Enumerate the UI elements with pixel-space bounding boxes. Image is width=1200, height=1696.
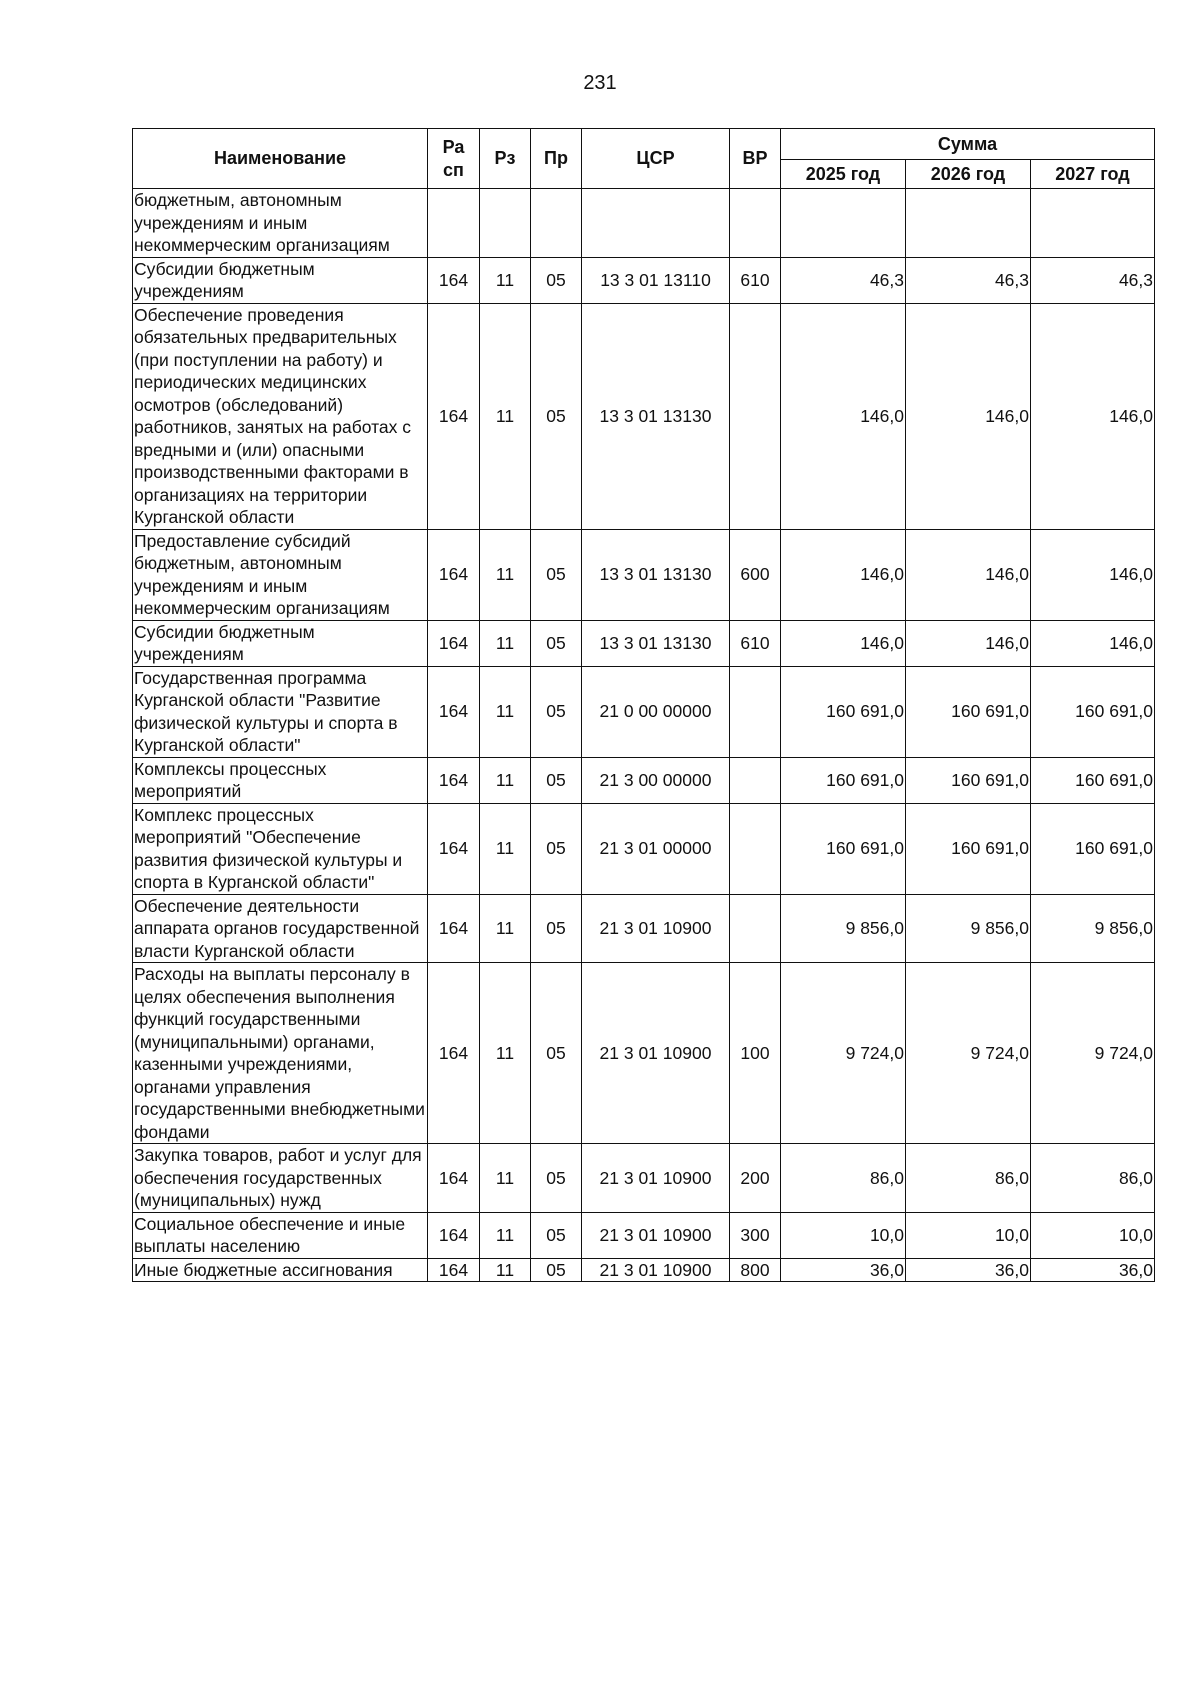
- row-sum-2025: 86,0: [781, 1144, 906, 1213]
- header-rasp-line2: сп: [443, 159, 464, 180]
- row-pr: 05: [531, 620, 582, 666]
- row-csr: 21 3 01 10900: [582, 1258, 730, 1282]
- row-csr: 13 3 01 13130: [582, 620, 730, 666]
- row-sum-2026: 36,0: [906, 1258, 1031, 1282]
- row-csr: 13 3 01 13130: [582, 529, 730, 620]
- row-vr: [730, 666, 781, 757]
- row-rasp: 164: [428, 1258, 480, 1282]
- row-sum-2026: 46,3: [906, 257, 1031, 303]
- row-vr: 300: [730, 1212, 781, 1258]
- row-sum-2026: 86,0: [906, 1144, 1031, 1213]
- row-vr: [730, 189, 781, 258]
- row-vr: 600: [730, 529, 781, 620]
- table-row: [133, 1212, 1155, 1258]
- row-vr: 610: [730, 620, 781, 666]
- row-sum-2025: 146,0: [781, 620, 906, 666]
- row-pr: 05: [531, 1144, 582, 1213]
- row-csr: [582, 189, 730, 258]
- header-sum: Сумма: [781, 129, 1155, 160]
- row-rz: 11: [480, 803, 531, 894]
- row-name: Комплексы процессных мероприятий: [133, 757, 428, 803]
- row-sum-2026: 9 724,0: [906, 963, 1031, 1144]
- row-sum-2027: 160 691,0: [1031, 666, 1155, 757]
- header-rasp: [428, 129, 480, 189]
- header-vr: ВР: [730, 129, 781, 189]
- row-rasp: 164: [428, 257, 480, 303]
- header-year-2025: 2025 год: [781, 160, 906, 189]
- row-vr: 610: [730, 257, 781, 303]
- row-sum-2025: 9 856,0: [781, 894, 906, 963]
- row-pr: [531, 189, 582, 258]
- row-name: Субсидии бюджетным учреждениям: [133, 257, 428, 303]
- row-sum-2027: [1031, 189, 1155, 258]
- page-number: 231: [583, 72, 617, 94]
- row-rz: 11: [480, 1144, 531, 1213]
- row-csr: 21 3 01 10900: [582, 1144, 730, 1213]
- header-rz: Рз: [480, 129, 531, 189]
- row-csr: 21 3 00 00000: [582, 757, 730, 803]
- row-pr: 05: [531, 963, 582, 1144]
- row-name: Закупка товаров, работ и услуг для обеспечения государственных (муниципальных) нужд: [133, 1144, 428, 1213]
- row-name: Социальное обеспечение и иные выплаты населению: [133, 1212, 428, 1258]
- row-vr: [730, 894, 781, 963]
- row-sum-2026: 160 691,0: [906, 666, 1031, 757]
- row-rz: 11: [480, 894, 531, 963]
- row-sum-2026: 160 691,0: [906, 803, 1031, 894]
- row-sum-2027: 146,0: [1031, 529, 1155, 620]
- row-rasp: 164: [428, 620, 480, 666]
- row-pr: 05: [531, 1212, 582, 1258]
- table-row: [133, 1258, 1155, 1282]
- row-sum-2026: 160 691,0: [906, 757, 1031, 803]
- row-rz: 11: [480, 529, 531, 620]
- row-rasp: 164: [428, 666, 480, 757]
- table-body: [133, 189, 1155, 1282]
- row-sum-2026: 146,0: [906, 529, 1031, 620]
- row-vr: 100: [730, 963, 781, 1144]
- table-row: [133, 257, 1155, 303]
- row-rasp: 164: [428, 1212, 480, 1258]
- row-sum-2025: 46,3: [781, 257, 906, 303]
- table-row: [133, 1144, 1155, 1213]
- row-rz: 11: [480, 757, 531, 803]
- row-rz: 11: [480, 1212, 531, 1258]
- row-pr: 05: [531, 257, 582, 303]
- row-csr: 21 3 01 10900: [582, 894, 730, 963]
- row-rasp: 164: [428, 303, 480, 529]
- row-pr: 05: [531, 529, 582, 620]
- row-sum-2025: 160 691,0: [781, 757, 906, 803]
- row-csr: 21 3 01 00000: [582, 803, 730, 894]
- row-pr: 05: [531, 803, 582, 894]
- row-pr: 05: [531, 894, 582, 963]
- row-rasp: 164: [428, 1144, 480, 1213]
- header-pr: Пр: [531, 129, 582, 189]
- row-rz: 11: [480, 666, 531, 757]
- header-name: Наименование: [133, 129, 428, 189]
- row-rasp: 164: [428, 894, 480, 963]
- row-rz: [480, 189, 531, 258]
- header-year-2027: 2027 год: [1031, 160, 1155, 189]
- row-pr: 05: [531, 303, 582, 529]
- row-csr: 21 0 00 00000: [582, 666, 730, 757]
- row-vr: [730, 757, 781, 803]
- row-name: Иные бюджетные ассигнования: [133, 1258, 428, 1282]
- header-year-2026: 2026 год: [906, 160, 1031, 189]
- row-vr: [730, 303, 781, 529]
- header-rasp-line1: Ра: [442, 137, 465, 157]
- header-csr: ЦСР: [582, 129, 730, 189]
- row-sum-2027: 9 856,0: [1031, 894, 1155, 963]
- row-sum-2025: 146,0: [781, 529, 906, 620]
- row-sum-2025: 160 691,0: [781, 666, 906, 757]
- row-rasp: 164: [428, 529, 480, 620]
- row-sum-2025: 10,0: [781, 1212, 906, 1258]
- row-sum-2027: 9 724,0: [1031, 963, 1155, 1144]
- row-pr: 05: [531, 666, 582, 757]
- row-pr: 05: [531, 1258, 582, 1282]
- row-name: Предоставление субсидий бюджетным, автономным учреждениям и иным некоммерческим организациям: [133, 529, 428, 620]
- row-name: Обеспечение деятельности аппарата органов государственной власти Курганской области: [133, 894, 428, 963]
- table-header: [133, 129, 1155, 189]
- row-name: Государственная программа Курганской области "Развитие физической культуры и спорта в Курганской области": [133, 666, 428, 757]
- table-row: [133, 963, 1155, 1144]
- table-row: [133, 529, 1155, 620]
- row-name: бюджетным, автономным учреждениям и иным некоммерческим организациям: [133, 189, 428, 258]
- row-sum-2027: 36,0: [1031, 1258, 1155, 1282]
- row-rz: 11: [480, 963, 531, 1144]
- table-row: [133, 666, 1155, 757]
- row-sum-2027: 160 691,0: [1031, 757, 1155, 803]
- row-rz: 11: [480, 303, 531, 529]
- row-sum-2027: 86,0: [1031, 1144, 1155, 1213]
- row-sum-2026: 146,0: [906, 620, 1031, 666]
- row-sum-2026: 9 856,0: [906, 894, 1031, 963]
- table-row: [133, 803, 1155, 894]
- row-sum-2025: [781, 189, 906, 258]
- row-sum-2026: 10,0: [906, 1212, 1031, 1258]
- table-row: [133, 757, 1155, 803]
- row-csr: 13 3 01 13130: [582, 303, 730, 529]
- row-vr: 200: [730, 1144, 781, 1213]
- row-rasp: [428, 189, 480, 258]
- row-sum-2027: 146,0: [1031, 620, 1155, 666]
- row-sum-2027: 160 691,0: [1031, 803, 1155, 894]
- row-sum-2027: 46,3: [1031, 257, 1155, 303]
- row-csr: 21 3 01 10900: [582, 1212, 730, 1258]
- row-sum-2025: 36,0: [781, 1258, 906, 1282]
- row-sum-2026: 146,0: [906, 303, 1031, 529]
- row-sum-2026: [906, 189, 1031, 258]
- row-rasp: 164: [428, 803, 480, 894]
- row-sum-2025: 160 691,0: [781, 803, 906, 894]
- row-rasp: 164: [428, 963, 480, 1144]
- row-vr: [730, 803, 781, 894]
- row-name: Расходы на выплаты персоналу в целях обеспечения выполнения функций государственными (муниципальными) органами, казенными учреждениями, органами управления государственными внебюджетными фондами: [133, 963, 428, 1144]
- row-vr: 800: [730, 1258, 781, 1282]
- row-sum-2027: 10,0: [1031, 1212, 1155, 1258]
- table-row: [133, 620, 1155, 666]
- row-name: Обеспечение проведения обязательных предварительных (при поступлении на работу) и периодических медицинских осмотров (обследований) работников, занятых на работах с вредными и (или) опасными производственными факторами в организациях на территории Курганской области: [133, 303, 428, 529]
- row-rz: 11: [480, 1258, 531, 1282]
- row-sum-2025: 9 724,0: [781, 963, 906, 1144]
- row-rasp: 164: [428, 757, 480, 803]
- row-csr: 21 3 01 10900: [582, 963, 730, 1144]
- table-row: [133, 303, 1155, 529]
- row-name: Субсидии бюджетным учреждениям: [133, 620, 428, 666]
- row-csr: 13 3 01 13110: [582, 257, 730, 303]
- budget-table: [132, 128, 1155, 1282]
- row-pr: 05: [531, 757, 582, 803]
- row-sum-2027: 146,0: [1031, 303, 1155, 529]
- row-name: Комплекс процессных мероприятий "Обеспечение развития физической культуры и спорта в Курганской области": [133, 803, 428, 894]
- row-rz: 11: [480, 257, 531, 303]
- row-rz: 11: [480, 620, 531, 666]
- table-row: [133, 894, 1155, 963]
- table-row: [133, 189, 1155, 258]
- row-sum-2025: 146,0: [781, 303, 906, 529]
